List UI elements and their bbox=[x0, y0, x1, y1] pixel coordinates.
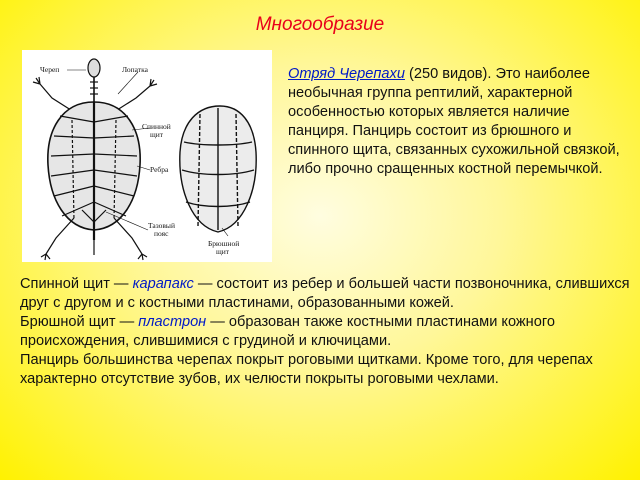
carapace-term: карапакс bbox=[132, 276, 194, 292]
label-carapace bbox=[142, 123, 171, 139]
label-skull: Череп bbox=[40, 65, 60, 74]
carapace-text: — состоит из ребер и большей части позвоночника, слившихся друг с другом и с костными пластинами, образованными кожей. bbox=[20, 276, 630, 311]
description-block bbox=[20, 275, 632, 389]
label-plastron bbox=[208, 240, 239, 256]
label-ribs: Ребра bbox=[150, 165, 169, 174]
carapace-prefix: Спинной щит — bbox=[20, 276, 133, 292]
shell-paragraph: Панцирь большинства черепах покрыт роговыми щитками. Кроме того, для черепах характерно отсутствие зубов, их челюсти покрыты роговыми чехлами. bbox=[20, 352, 593, 387]
plastron-text: — образован также костными пластинами кожного происхождения, слившимися с грудиной и ключицами. bbox=[20, 314, 555, 349]
label-pelvis-line2: пояс bbox=[154, 229, 169, 238]
order-turtles-link[interactable]: Отряд Черепахи bbox=[288, 66, 405, 82]
plastron-term: пластрон bbox=[138, 314, 207, 330]
label-scapula: Лопатка bbox=[122, 65, 148, 74]
intro-text: (250 видов). Это наиболее необычная группа рептилий, характерной особенностью которых является наличие панциря. Панцирь состоит из брюшного и спинного щита, связанных сухожильной связкой, либо прочно сращенных костной перемычкой. bbox=[288, 66, 620, 177]
label-plastron-line2: щит bbox=[216, 247, 230, 256]
slide-title: Многообразие bbox=[255, 14, 385, 35]
turtle-skeleton-figure bbox=[22, 50, 272, 262]
label-plastron-line1: Брюшной bbox=[208, 239, 240, 248]
carapace-paragraph bbox=[20, 275, 632, 313]
label-carapace-line1: Спинной bbox=[142, 122, 171, 131]
label-carapace-line2: щит bbox=[150, 130, 164, 139]
label-pelvis bbox=[148, 222, 175, 238]
label-pelvis-line1: Тазовый bbox=[148, 221, 175, 230]
plastron-paragraph bbox=[20, 313, 632, 351]
plastron-prefix: Брюшной щит — bbox=[20, 314, 139, 330]
intro-paragraph bbox=[288, 65, 628, 179]
turtle-skeleton-drawing bbox=[22, 50, 272, 262]
